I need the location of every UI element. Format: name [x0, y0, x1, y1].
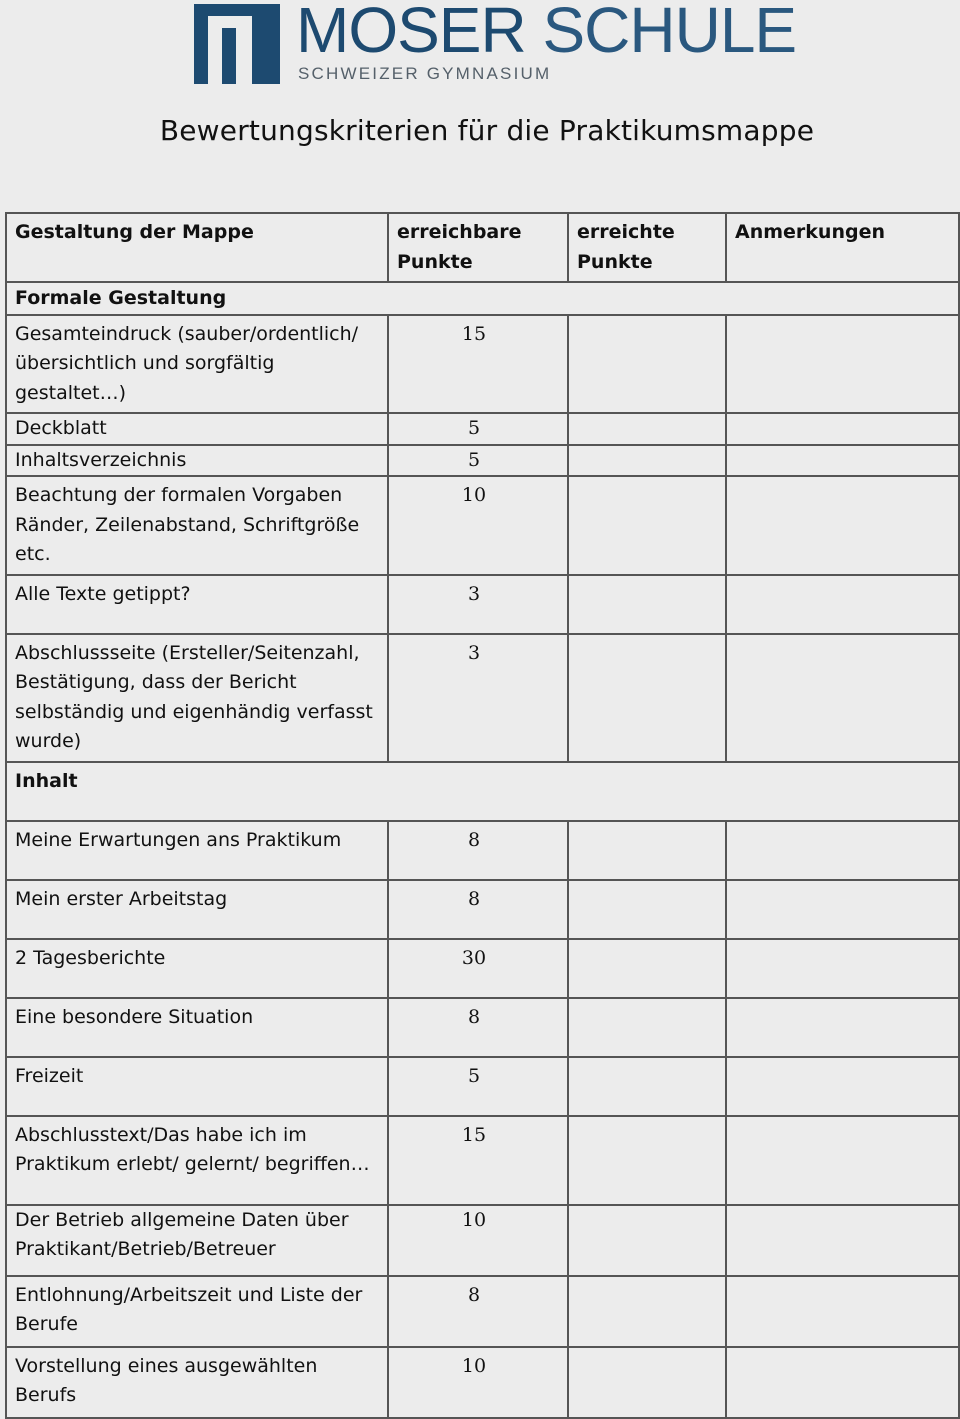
remarks-input[interactable]	[726, 476, 959, 575]
criteria-table	[5, 212, 960, 1419]
logo-name-bold: MOSER	[296, 0, 526, 66]
table-row	[6, 1205, 959, 1276]
achieved-points-input[interactable]	[568, 939, 726, 998]
table-row	[6, 315, 959, 414]
table-row	[6, 1347, 959, 1418]
achieved-points-input[interactable]	[568, 634, 726, 762]
section-row-content	[6, 762, 959, 821]
achieved-points-input[interactable]	[568, 1057, 726, 1116]
logo-subtitle: SCHWEIZER GYMNASIUM	[298, 64, 552, 83]
remarks-input[interactable]	[726, 1116, 959, 1205]
section-title: Inhalt	[6, 762, 959, 821]
criterion-cell: Entlohnung/Arbeitszeit und Liste der Berufe	[6, 1276, 388, 1347]
criterion-cell: Deckblatt	[6, 413, 388, 445]
table-row	[6, 1057, 959, 1116]
section-title: Formale Gestaltung	[6, 282, 959, 315]
achieved-points-input[interactable]	[568, 1276, 726, 1347]
remarks-input[interactable]	[726, 413, 959, 445]
max-points-cell: 5	[388, 1057, 568, 1116]
max-points-cell: 10	[388, 1347, 568, 1418]
criterion-cell: Der Betrieb allgemeine Daten über Praktikant/Betrieb/Betreuer	[6, 1205, 388, 1276]
achieved-points-input[interactable]	[568, 445, 726, 477]
document-title: Bewertungskriterien für die Praktikumsmappe	[159, 114, 815, 147]
table-row	[6, 1116, 959, 1205]
achieved-points-input[interactable]	[568, 575, 726, 634]
achieved-points-input[interactable]	[568, 821, 726, 880]
max-points-cell: 3	[388, 634, 568, 762]
criterion-cell: Abschlusstext/Das habe ich im Praktikum erlebt/ gelernt/ begriffen…	[6, 1116, 388, 1205]
max-points-cell: 8	[388, 821, 568, 880]
header-max-points: erreichbare Punkte	[388, 213, 568, 282]
criterion-cell: Eine besondere Situation	[6, 998, 388, 1057]
achieved-points-input[interactable]	[568, 1205, 726, 1276]
remarks-input[interactable]	[726, 445, 959, 477]
remarks-input[interactable]	[726, 575, 959, 634]
criterion-cell: Meine Erwartungen ans Praktikum	[6, 821, 388, 880]
remarks-input[interactable]	[726, 939, 959, 998]
table-row	[6, 880, 959, 939]
achieved-points-input[interactable]	[568, 998, 726, 1057]
table-header-row	[6, 213, 959, 282]
school-logo	[194, 0, 797, 84]
header-criteria: Gestaltung der Mappe	[6, 213, 388, 282]
criterion-cell: Alle Texte getippt?	[6, 575, 388, 634]
remarks-input[interactable]	[726, 315, 959, 414]
header-remarks: Anmerkungen	[726, 213, 959, 282]
remarks-input[interactable]	[726, 880, 959, 939]
max-points-cell: 30	[388, 939, 568, 998]
logo-name	[296, 0, 797, 66]
achieved-points-input[interactable]	[568, 1347, 726, 1418]
criterion-cell: Inhaltsverzeichnis	[6, 445, 388, 477]
max-points-cell: 5	[388, 445, 568, 477]
remarks-input[interactable]	[726, 821, 959, 880]
max-points-cell: 5	[388, 413, 568, 445]
table-row	[6, 445, 959, 477]
table-row	[6, 1276, 959, 1347]
remarks-input[interactable]	[726, 634, 959, 762]
header-achieved-points: erreichte Punkte	[568, 213, 726, 282]
remarks-input[interactable]	[726, 1347, 959, 1418]
max-points-cell: 3	[388, 575, 568, 634]
table-row	[6, 634, 959, 762]
achieved-points-input[interactable]	[568, 880, 726, 939]
achieved-points-input[interactable]	[568, 1116, 726, 1205]
max-points-cell: 8	[388, 880, 568, 939]
remarks-input[interactable]	[726, 1276, 959, 1347]
table-row	[6, 998, 959, 1057]
max-points-cell: 15	[388, 315, 568, 414]
table-row	[6, 575, 959, 634]
criterion-cell: 2 Tagesberichte	[6, 939, 388, 998]
logo-name-light: SCHULE	[542, 0, 797, 66]
logo-mark-icon	[194, 4, 280, 84]
section-row-formal	[6, 282, 959, 315]
achieved-points-input[interactable]	[568, 476, 726, 575]
max-points-cell: 8	[388, 998, 568, 1057]
table-row	[6, 821, 959, 880]
remarks-input[interactable]	[726, 1205, 959, 1276]
criterion-cell: Mein erster Arbeitstag	[6, 880, 388, 939]
max-points-cell: 15	[388, 1116, 568, 1205]
max-points-cell: 10	[388, 476, 568, 575]
achieved-points-input[interactable]	[568, 413, 726, 445]
criterion-cell: Gesamteindruck (sauber/ordentlich/übersichtlich und sorgfältig gestaltet…)	[6, 315, 388, 414]
remarks-input[interactable]	[726, 1057, 959, 1116]
table-row	[6, 939, 959, 998]
table-row	[6, 476, 959, 575]
remarks-input[interactable]	[726, 998, 959, 1057]
max-points-cell: 10	[388, 1205, 568, 1276]
achieved-points-input[interactable]	[568, 315, 726, 414]
criterion-cell: Beachtung der formalen Vorgaben Ränder, Zeilenabstand, Schriftgröße etc.	[6, 476, 388, 575]
criterion-cell: Abschlussseite (Ersteller/Seitenzahl, Bestätigung, dass der Bericht selbständig und eigenhändig verfasst wurde)	[6, 634, 388, 762]
criterion-cell: Vorstellung eines ausgewählten Berufs	[6, 1347, 388, 1418]
max-points-cell: 8	[388, 1276, 568, 1347]
table-row	[6, 413, 959, 445]
criterion-cell: Freizeit	[6, 1057, 388, 1116]
